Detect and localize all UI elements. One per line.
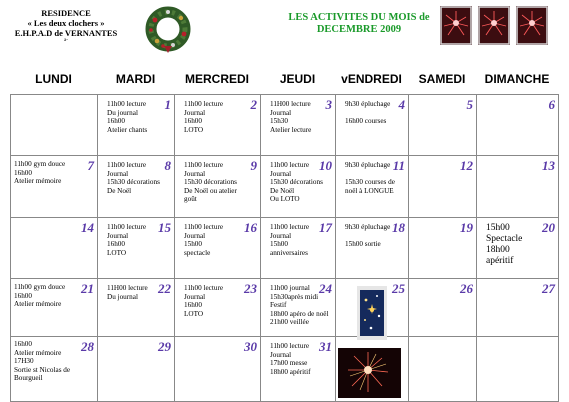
activity-line: 15h30après midi	[270, 292, 319, 301]
activity-line: Ou LOTO	[270, 195, 300, 204]
day-number: 25	[392, 281, 405, 296]
activity-list	[107, 100, 147, 134]
activity-line: 11h00 lecture	[184, 223, 224, 231]
day-cell	[175, 279, 261, 337]
activity-line: Journal	[270, 108, 292, 117]
activity-line: Atelier mémoire	[14, 300, 62, 309]
activity-list	[184, 284, 223, 318]
activity-line: 11h00 journal	[270, 284, 310, 292]
activity-line: Atelier lecture	[270, 125, 312, 134]
day-number: 1	[164, 97, 171, 112]
activity-list	[107, 161, 160, 195]
day-cell	[11, 337, 98, 402]
fireworks-photo-image	[338, 348, 401, 398]
activity-line	[345, 109, 390, 118]
activity-line: 11h00 lecture	[270, 161, 310, 169]
activity-line: 15h30 courses de	[345, 178, 395, 187]
day-number: 21	[81, 281, 94, 296]
day-cell	[409, 95, 477, 156]
day-number: 20	[542, 220, 555, 235]
activity-line: 18h00 apéro de noël	[270, 309, 329, 318]
day-number: 30	[244, 339, 257, 354]
day-number: 17	[319, 220, 332, 235]
day-number: 31	[319, 339, 332, 354]
activity-list	[14, 160, 65, 186]
christmas-wreath-image	[143, 4, 193, 54]
day-cell	[409, 218, 477, 279]
activity-list	[184, 100, 223, 134]
activity-line: 16h00 courses	[345, 117, 387, 126]
activity-list	[486, 223, 522, 267]
org-line: RESIDENCE	[41, 8, 91, 18]
day-cell	[11, 156, 98, 218]
activity-line: Journal	[107, 169, 129, 178]
day-number: 4	[398, 97, 405, 112]
weekday-header: JEUDI	[279, 72, 316, 86]
day-cell	[477, 337, 559, 402]
activity-line: 11h00 lecture	[184, 284, 224, 292]
activity-line: LOTO	[184, 309, 204, 318]
activity-line: Spectacle	[486, 234, 523, 244]
activity-line: 15h00	[486, 223, 510, 233]
day-number: 23	[244, 281, 257, 296]
activity-line: 11h00 lecture	[270, 342, 310, 350]
activity-line: spectacle	[184, 248, 211, 257]
activity-list	[107, 284, 148, 301]
activity-line: De Noël	[107, 186, 132, 195]
activity-line: Du journal	[107, 108, 138, 117]
weekday-header: SAMEDI	[418, 72, 466, 86]
activity-list	[270, 284, 328, 327]
day-number: 26	[460, 281, 473, 296]
page-title	[285, 12, 433, 36]
activity-line: 15h00	[270, 240, 288, 249]
activity-list	[184, 223, 223, 257]
day-number: 13	[542, 158, 555, 173]
activity-list	[107, 223, 146, 257]
day-cell	[261, 279, 336, 337]
activity-list	[345, 100, 390, 126]
day-number: 27	[542, 281, 555, 296]
fireworks-card-image	[440, 6, 472, 45]
day-number: 28	[81, 339, 94, 354]
activity-line: 16h00	[107, 240, 125, 249]
day-cell	[175, 95, 261, 156]
day-cell	[98, 337, 175, 402]
day-cell	[11, 95, 98, 156]
activity-list	[14, 340, 70, 383]
activity-line: 9h30 épluchage	[345, 161, 391, 169]
day-cell	[409, 279, 477, 337]
day-cell	[409, 337, 477, 402]
activity-line: Journal	[107, 231, 129, 240]
activity-list	[270, 342, 311, 376]
day-number: 2	[250, 97, 257, 112]
activity-line: 11H00 lecture	[107, 284, 148, 292]
activity-line: 11h00 gym douce	[14, 160, 66, 168]
activity-line: 16h00	[107, 117, 125, 126]
activity-line: Journal	[184, 292, 206, 301]
day-number: 11	[392, 158, 405, 173]
activity-line: Journal	[270, 350, 292, 359]
activity-list	[270, 161, 323, 204]
activity-line: 16h00	[14, 168, 32, 177]
day-cell	[336, 156, 409, 218]
day-cell	[261, 218, 336, 279]
activity-line: 16h00	[14, 291, 32, 300]
day-cell	[261, 95, 336, 156]
activity-line: 11h00 lecture	[107, 223, 147, 231]
activity-line: Atelier chants	[107, 125, 148, 134]
day-number: 15	[158, 220, 171, 235]
day-cell	[336, 95, 409, 156]
activity-line: De Noël ou atelier	[184, 186, 237, 195]
activity-line	[345, 232, 390, 241]
activity-list	[345, 161, 395, 195]
activity-line: 11H00 lecture	[270, 100, 311, 108]
activity-list	[270, 223, 309, 257]
day-number: 14	[81, 220, 94, 235]
day-number: 5	[466, 97, 473, 112]
title-line: DECEMBRE 2009	[316, 24, 402, 35]
day-cell	[175, 218, 261, 279]
activity-line: Journal	[184, 108, 206, 117]
day-number: 12	[460, 158, 473, 173]
activity-line: 15h30 décorations	[270, 178, 323, 187]
activity-line: apéritif	[486, 256, 514, 266]
activity-line: 11h00 lecture	[184, 100, 224, 108]
weekday-header: MERCREDI	[184, 72, 249, 86]
activity-line: anniversaires	[270, 248, 308, 257]
org-mark: a-	[64, 38, 68, 43]
activity-line: 11h00 lecture	[107, 100, 147, 108]
fireworks-card-image	[516, 6, 548, 45]
activity-line: Journal	[270, 231, 292, 240]
activity-line: 15h00	[184, 240, 202, 249]
day-number: 7	[87, 158, 94, 173]
activity-line	[345, 170, 395, 179]
day-number: 8	[164, 158, 171, 173]
activity-line: LOTO	[107, 248, 127, 257]
activity-list	[184, 161, 237, 204]
day-cell	[409, 156, 477, 218]
activity-line: 9h30 épluchage	[345, 223, 391, 231]
activity-line: LOTO	[184, 125, 204, 134]
activity-list	[345, 223, 390, 249]
activity-line: 11h00 lecture	[184, 161, 224, 169]
activity-line: De Noël	[270, 186, 295, 195]
weekday-header: MARDI	[115, 72, 156, 86]
activity-list	[14, 283, 65, 309]
starry-card-image	[357, 286, 387, 340]
day-number: 10	[319, 158, 332, 173]
day-cell	[477, 156, 559, 218]
activity-line: 21h00 veillée	[270, 318, 309, 327]
activity-line: 15h30 décorations	[107, 178, 160, 187]
weekday-header: LUNDI	[35, 72, 72, 86]
activity-line: Festif	[270, 301, 287, 310]
residence-header	[10, 8, 122, 44]
activity-line: 16h00	[184, 301, 202, 310]
org-line: E.H.P.A.D de VERNANTES	[14, 28, 118, 38]
weekday-header: vENDREDI	[341, 72, 402, 86]
day-cell	[477, 218, 559, 279]
day-cell	[477, 95, 559, 156]
activity-line: 16h00	[184, 117, 202, 126]
activity-line: 9h30 épluchage	[345, 100, 391, 108]
day-cell	[477, 279, 559, 337]
activity-line: Atelier mémoire	[14, 177, 62, 186]
activity-list	[270, 100, 311, 134]
day-cell	[175, 156, 261, 218]
activity-line: Sortie st Nicolas de	[14, 365, 71, 374]
day-number: 29	[158, 339, 171, 354]
activity-line: 15h30	[270, 117, 288, 126]
activity-line: 17H30	[14, 357, 34, 366]
day-cell	[336, 218, 409, 279]
activity-line: 11h00 lecture	[107, 161, 147, 169]
activity-line: goût	[184, 195, 197, 204]
day-number: 16	[244, 220, 257, 235]
activity-line: Journal	[184, 169, 206, 178]
day-cell	[175, 337, 261, 402]
day-cell	[11, 218, 98, 279]
day-number: 6	[548, 97, 555, 112]
activity-line: 18h00	[486, 245, 510, 255]
activity-line: 11h00 gym douce	[14, 283, 66, 291]
activity-line: noël à LONGUE	[345, 186, 394, 195]
day-cell	[261, 156, 336, 218]
day-number: 19	[460, 220, 473, 235]
activity-line: 16h00	[14, 340, 32, 348]
activity-line: Journal	[270, 169, 292, 178]
day-cell	[11, 279, 98, 337]
day-number: 9	[250, 158, 257, 173]
day-number: 24	[319, 281, 332, 296]
calendar-grid	[10, 94, 559, 402]
fireworks-card-image	[478, 6, 510, 45]
activity-line: 18h00 apéritif	[270, 367, 311, 376]
activity-line: Atelier mémoire	[14, 348, 62, 357]
activity-line: Journal	[184, 231, 206, 240]
activity-line: Bourgueil	[14, 374, 43, 383]
day-cell	[261, 337, 336, 402]
day-number: 3	[325, 97, 332, 112]
activity-line: Du journal	[107, 292, 138, 301]
activity-line: 11h00 lecture	[270, 223, 310, 231]
title-line: LES ACTIVITES DU MOIS de	[288, 12, 430, 23]
day-cell	[98, 218, 175, 279]
day-cell	[98, 95, 175, 156]
activity-line: 15h30 décorations	[184, 178, 237, 187]
monthly-calendar	[10, 66, 558, 401]
day-cell	[98, 279, 175, 337]
org-line: « Les deux clochers »	[27, 18, 105, 28]
weekday-header: DIMANCHE	[484, 72, 550, 86]
day-number: 22	[158, 281, 171, 296]
activity-line: 15h00 sortie	[345, 240, 381, 249]
day-number: 18	[392, 220, 405, 235]
activity-line: 17h00 messe	[270, 359, 308, 368]
day-cell	[98, 156, 175, 218]
